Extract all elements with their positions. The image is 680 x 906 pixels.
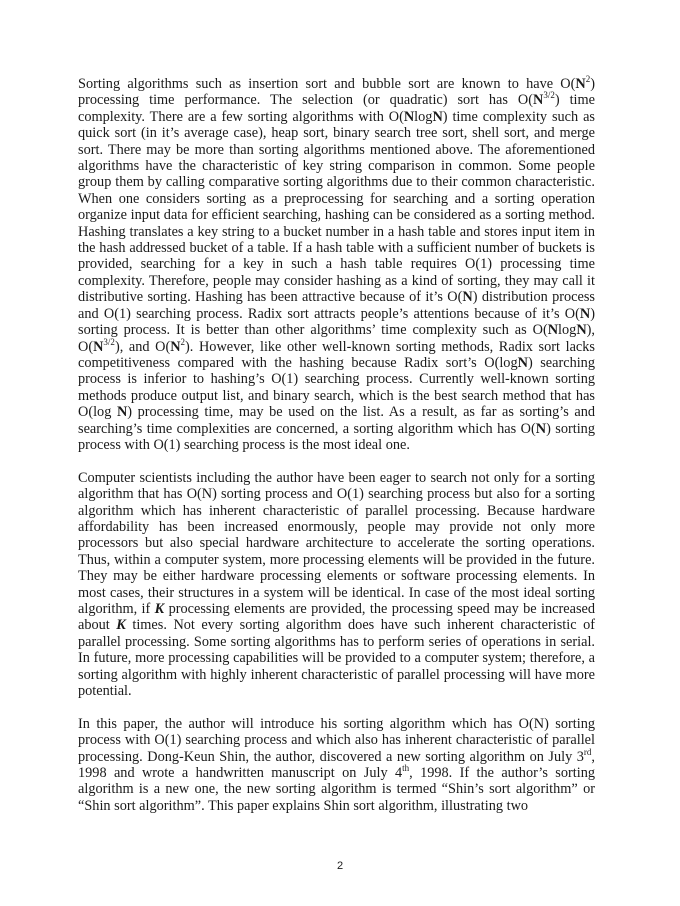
- text-run: N: [579, 305, 591, 322]
- text-run: K: [116, 617, 126, 634]
- paragraph: [78, 76, 595, 453]
- text-run: ) sorting process. It is better than other algorithms’ time complexity such as O(: [78, 305, 595, 339]
- text-run: , 1998. If the author’s sorting algorithm is a new one, the new sorting algorithm is termed “Shin’s sort algorithm” or “Shin sort algorithm”. This paper explains Shin sort algorithm, illustrating two: [78, 765, 596, 814]
- text-run: times. Not every sorting algorithm does have such inherent characteristic of parallel processing. Some sorting algorithms has to perform series of operations in serial. In future, more processing capabilities will be provided to a computer system; therefore, a sorting algorithm with highly inherent characteristic of parallel processing will have more potential.: [78, 617, 595, 700]
- text-run: ) searching process is inferior to hashing’s O(1) searching process. Currently well-known sorting methods produce output list, and binary search, which is the best search method that has O(log: [78, 354, 595, 421]
- text-run: rd: [583, 746, 592, 757]
- text-run: , 1998 and wrote a handwritten manuscript on July 4: [78, 748, 595, 782]
- page-number: 2: [336, 860, 344, 872]
- text-run: N: [547, 322, 559, 339]
- text-run: N: [462, 289, 473, 306]
- text-run: N: [403, 108, 415, 125]
- text-run: ) time complexity such as quick sort (in it’s average case), heap sort, binary search tree sort, shell sort, and merge sort. There may be more than sorting algorithms mentioned above. The aforementioned algorithms have the characteristic of key string comparison in common. Some people group them by calling comparative sorting algorithms due to their common characteristic. When one considers sorting as a preprocessing for searching and a sorting operation organize input data for efficient searching, hashing can be considered as a sorting method. Hashing translates a key string to a bucket number in a hash table and stores input item in the hash addressed bucket of a table. If a hash table with a sufficient number of buckets is provided, searching for a key in such a hash table requires O(1) processing time complexity. Therefore, people may consider hashing as a kind of sorting, they may call it distributive sorting. Hashing has been attractive because of it’s O(: [78, 108, 595, 306]
- body-text: [78, 76, 595, 814]
- text-run: 3/2: [103, 336, 115, 347]
- text-run: ) processing time performance. The selection (or quadratic) sort has O(: [78, 76, 595, 109]
- text-run: log: [558, 322, 577, 339]
- paragraph: [78, 470, 595, 700]
- text-run: ) time complexity. There are a few sorting algorithms with O(: [78, 92, 595, 125]
- text-run: Computer scientists including the author have been eager to search not only for a sorting algorithm that has O(N) sorting process and O(1) searching process but also for a sorting algorithm which has inherent characteristic of parallel processing. Because hardware affordability has been increased enormously, people may provide not only more processors but also special hardware architecture to accelerate the sorting operations. Thus, within a computer system, more processing elements will be provided in the future. They may be either hardware processing elements or software processing elements. In most cases, their structures in a system will be identical. In case of the most ideal sorting algorithm, if: [78, 469, 595, 617]
- text-run: ) processing time, may be used on the list. As a result, as far as sorting’s and searching’s time complexities are concerned, a sorting algorithm which has O(: [78, 404, 596, 437]
- text-run: ) distribution process and O(1) searching process. Radix sort attracts people’s attentions because of it’s O(: [78, 289, 595, 322]
- text-run: N: [535, 420, 547, 437]
- text-run: ). However, like other well-known sorting methods, Radix sort lacks competitiveness compared with the hashing because Radix sort’s O(log: [78, 338, 595, 371]
- text-run: N: [432, 108, 443, 125]
- text-run: N: [533, 92, 544, 109]
- text-run: N: [170, 338, 181, 355]
- text-run: K: [154, 600, 165, 617]
- text-run: 2: [180, 336, 186, 347]
- text-run: ), O(: [78, 322, 595, 355]
- text-run: log: [414, 108, 433, 125]
- text-run: In this paper, the author will introduce his sorting algorithm which has O(N) sorting process with O(1) searching process and which also has inherent characteristic of parallel processing. Dong-Keun Shin, the author, discovered a new sorting algorithm on July 3: [78, 715, 595, 765]
- text-run: ), and O(: [114, 338, 171, 355]
- text-run: N: [93, 338, 104, 355]
- text-run: 3/2: [543, 90, 555, 101]
- text-run: Sorting algorithms such as insertion sort and bubble sort are known to have O(: [78, 76, 576, 92]
- text-run: ) sorting process with O(1) searching process is the most ideal one.: [78, 420, 595, 453]
- text-run: th: [402, 763, 410, 774]
- text-run: N: [116, 404, 128, 421]
- text-run: processing elements are provided, the processing speed may be increased about: [78, 600, 595, 634]
- paragraph: [78, 716, 595, 814]
- text-run: 2: [585, 74, 591, 85]
- text-run: N: [517, 354, 528, 371]
- text-run: N: [576, 322, 587, 339]
- text-run: N: [575, 76, 586, 92]
